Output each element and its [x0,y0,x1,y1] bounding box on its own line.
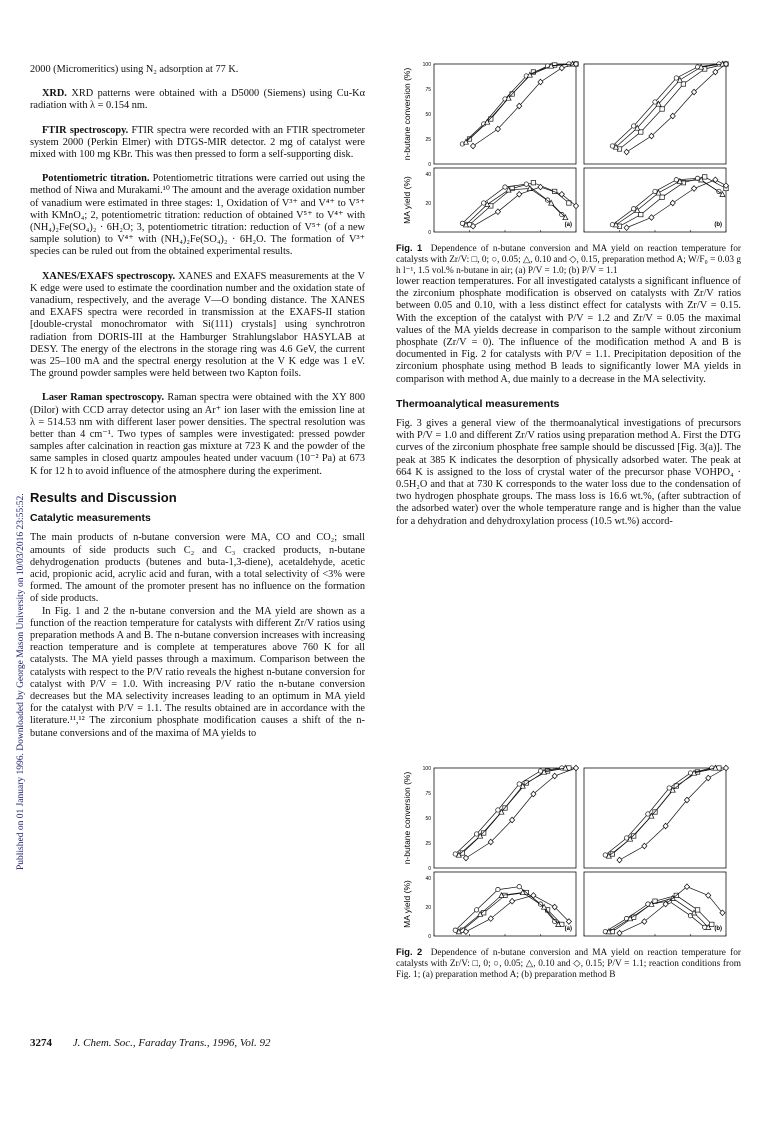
xanes-paragraph [30,271,365,381]
fig1-conversion-frame [584,64,726,164]
fig1-conv-tick-label: 75 [425,87,431,93]
fig2-conversion-point [496,808,500,812]
fig2-conversion-line [609,768,716,856]
fig2-yield-point [531,893,536,899]
fig1-yield-point [639,212,643,216]
fig2-yield-point [517,885,521,889]
fig2-yield-line [459,893,558,932]
fig1-conversion-point [559,65,564,71]
figure-2-label: Fig. 2 [396,947,423,957]
fig2-yield-point [453,928,457,932]
fig1-yield-point [517,192,522,198]
fig1-panel-label: (a) [564,222,572,228]
potentiometric-paragraph [30,173,365,258]
raman-paragraph [30,392,365,477]
fig2-conversion-line [459,768,565,855]
left-column [30,64,365,752]
fig1-conversion-point [624,149,629,155]
fig1-conv-tick-label: 25 [425,137,431,143]
fig2-conv-tick-label: 75 [425,791,431,797]
fig2-conversion-line [462,768,569,853]
ftir-heading: FTIR spectroscopy. [42,124,129,136]
fig1-y-conversion-label: n-butane conversion (%) [402,67,412,161]
fig1-conv-tick-label: 100 [422,62,431,68]
fig1-yield-line [466,189,565,225]
fig1-yield-line [612,178,719,224]
fig2-conversion-point [517,782,521,786]
fig2-conversion-line [605,768,712,855]
thermoanalytical-paragraph: Fig. 3 gives a general view of the thermoanalytical investigations of precursors with P/V = 1.0 and different Zr/V ratios using preparation method A. First the DTG curves of the zirconium phosphate free sample should be discussed [Fig. 3(a)]. The peak at 385 K indicates the desorption of physically adsorbed water. The peak at 664 K is assigned to the loss of crystal water of the precursor phase VOHPO₄ · 0.5H₂O and that at 730 K corresponds to the water loss due to the condensation of two hydrogen phosphate groups. The mass loss is 16.6 wt.%, (after subtraction of the adsorbed water) over the whole temperature range and is higher than the value for a dehydration and dehydroxylation process (10.5 wt.%) accord- [396,418,741,527]
fig1-yield-point [503,185,507,189]
fig1-yield-tick-label: 0 [428,230,431,236]
figure-1-label: Fig. 1 [396,243,423,253]
fig2-panel-label: (b) [714,926,722,932]
fig2-conversion-line [620,768,727,860]
fig1-conv-tick-label: 50 [425,112,431,118]
fig2-conversion-point [482,831,486,835]
fig2-conversion-point [646,812,650,816]
download-watermark [4,150,26,870]
fig1-yield-line [616,180,723,225]
fig1-conversion-point [653,100,657,104]
fig2-yield-point [710,922,714,926]
journal-citation: J. Chem. Soc., Faraday Trans., 1996, Vol. 92 [72,1037,271,1049]
raman-heading: Laser Raman spectroscopy. [42,392,165,404]
fig1-conversion-line [462,64,569,144]
catalytic-paragraph-1: The main products of n-butane conversion were MA, CO and CO₂; small amounts of side products such C₂ and C₃ cracked products, n-butane dehydrogenation products (butenes and buta-1,3-diene), acetaldehyde, acetic acid, propionic acid, acrylic acid and furan, with a total selectivity of <3% were formed. The amount of the promoter present has no influence on the formation of side products. [30,532,365,605]
raman-text: Raman spectra were obtained with the XY 800 (Dilor) with CCD array detector using an Ar⁺ ion laser with the emission line at λ = 514.53 nm with different laser power densities. The spectral resolution was better than 4 cm⁻¹. Two types of samples were investigated: pressed powder samples after calcination in reaction gas mixture at 723 K and the powder of the same samples in closed quartz ampoules heated under vacuum (10⁻² Pa) at 673 K for 12 h to avoid influence of the atmosphere during the experiment. [30,392,365,477]
right-column [396,276,741,540]
figure-1 [396,56,741,276]
xrd-text: XRD patterns were obtained with a D5000 (Siemens) using Cu-Kα radiation with λ = 0.154 nm. [30,88,365,112]
fig1-yield-point [495,209,500,215]
figure-2-caption-text: Dependence of n-butane conversion and MA yield on reaction temperature for catalysts with Zr/V: □, 0; ○, 0.05; △, 0.10 and ◇, 0.15; P/V = 1.1; reaction conditions from Fig. 1; (a) preparation method A; (b) preparation method B [396,948,742,980]
fig2-conversion-point [617,857,622,863]
fig2-panel-label: (a) [564,926,572,932]
download-watermark-text: Published on 01 January 1996. Downloaded by George Mason University on 10/03/2016 23:55:52. [16,493,26,870]
fig2-conversion-point [474,832,478,836]
fig2-yield-tick-label: 20 [425,905,431,911]
fig2-conversion-line [455,768,562,854]
fig2-conv-tick-label: 50 [425,816,431,822]
fig1-yield-point [691,186,696,192]
fig1-conv-tick-label: 0 [428,162,431,168]
continued-paragraph: lower reaction temperatures. For all investigated catalysts a significant influence of the zirconium phosphate modification is observed on catalysts with Zr/V ratios between 0.05 and 0.10, with a less distinct effect for catalysts with Zr/V = 0.15. With the exception of the catalyst with P/V = 1.2 and Zr/V = 0.05 the maximal values of the MA yields decrease in comparison to the sample without zirconium phosphate (Zr/V = 0). The influence of the modification method A and B is documented in Fig. 2 for catalysts with P/V = 1.1. Precipitation deposition of the zirconium phosphate using method B leads to significantly lower MA yields in comparison with method A, due mainly to a decrease in the MA selectivity. [396,276,741,385]
xanes-heading: XANES/EXAFS spectroscopy. [42,270,176,282]
fig2-conv-tick-label: 25 [425,841,431,847]
fig1-yield-point [524,182,528,186]
potentiometric-text: Potentiometric titrations were carried out using the method of Niwa and Murakami.¹⁰ The amount and the average oxidation number of vanadium were estimated in three stages: 1, Oxidation of V³⁺ and V⁴⁺ to V⁵⁺ with KMnO₄; 2, potentiometric titration: reduction of obtained V⁵⁺ to V⁴⁺ with (NH₄)₂Fe(SO₄)₂ · 6H₂O; 3, potentiometric titration: reduction of V⁵⁺ (of a new sample solution) to V⁴⁺ with (NH₄)₂Fe(SO₄)₂ · 6H₂O. The formation of V³⁺ species can be ruled out from the obtained experimental results. [30,173,366,258]
fig1-yield-point [674,178,678,182]
fig1-yield-point [531,181,535,185]
potentiometric-heading: Potentiometric titration. [42,173,150,185]
catalytic-heading: Catalytic measurements [30,512,151,525]
fig1-yield-point [624,225,629,231]
fig1-yield-point [670,200,675,206]
fig2-yield-point [642,919,647,925]
figure-1-caption-text: Dependence of n-butane conversion and MA yield on reaction temperature for catalysts with Zr/V: □, 0; ○, 0.05; △, 0.10 and ◇, 0.15, preparation method A; W/F₀ = 0.03 g h l⁻¹, 1.5 vol.% n-butane in air; (a) P/V = 1.0; (b) P/V = 1.1 [396,244,742,276]
fig2-yield-point [684,884,689,890]
fig1-conversion-point [660,107,664,111]
ftir-paragraph [30,125,365,162]
fig1-conversion-frame [434,64,576,164]
xanes-text: XANES and EXAFS measurements at the V K edge were used to estimate the coordination number and the oxidation state of vanadium, respectively, and the average V—O bonding distance. The XANES and EXAFS spectra were recorded in transmission at the EXAFS-II station [double-crystal monochromator with Si(111) crystals] using synchrotron radiation from DORIS-III at the Hamburger Strahlungslabor HASYLAB at DESY. The energy of the electrons in the storage ring was 4.6 GeV, the current was 25–100 mA and the spectral energy resolution at the V K edge was 1 eV. The ground powder samples were held between two Kapton foils. [30,270,365,380]
fig1-yield-point [573,203,578,209]
figure-2-chart [396,760,741,940]
fig1-yield-tick-label: 40 [425,172,431,178]
fig2-yield-point [695,908,699,912]
fig2-conv-tick-label: 0 [428,866,431,872]
xrd-paragraph [30,88,365,112]
catalytic-paragraph-2: In Fig. 1 and 2 the n-butane conversion and the MA yield are shown as a function of the reaction temperature for catalysts with different Zr/V ratios using preparation methods A and B. The n-butane conversion increases with increasing reaction temperature and is complete at temperatures above 760 K for all catalysts. The MA yield passes through a maximum. Comparison between the catalysts with respect to the P/V ratio reveals the highest n-butane conversion for catalyst with P/V = 1.0. With increasing P/V ratio the n-butane conversion decreases but the MA selectivity increases leading to an optimum in MA yield for the catalyst with P/V = 1.1. The results obtained are in accordance with the literature.¹¹,¹² The zirconium phosphate modification causes a shift of the n-butane conversions and of the maxima of MA yields to [30,605,365,739]
fig1-yield-tick-label: 20 [425,201,431,207]
fig2-conversion-point [667,786,671,790]
fig1-yield-point [559,192,564,198]
fig1-y-yield-label: MA yield (%) [402,176,412,224]
fig2-y-conversion-label: n-butane conversion (%) [402,771,412,865]
fig2-conversion-point [723,765,728,771]
figure-1-chart [396,56,741,236]
fig1-yield-point [649,215,654,221]
figure-1-caption [396,243,741,276]
fig1-conversion-point [674,76,678,80]
fig2-conv-tick-label: 100 [422,766,431,772]
page-number: 3274 [30,1037,52,1049]
fig2-yield-point [617,930,622,936]
fig2-yield-point [510,898,515,904]
page-footer [30,1037,270,1049]
fig1-yield-point [653,189,657,193]
fig1-yield-point [560,212,564,216]
fig2-yield-point [496,887,500,891]
fig1-conversion-point [470,143,475,149]
fig1-yield-point [703,175,707,179]
fig1-yield-point [660,195,664,199]
fig2-conversion-point [573,765,578,771]
ftir-text: FTIR spectra were recorded with an FTIR spectrometer system 2000 (Perkin Elmer) with DTGS-MIR detector. 2 mg of catalyst were mixed with 100 mg KBr. This was then pressed to form a self-supporting disk. [30,124,365,161]
figure-2 [396,760,741,980]
fig2-conversion-line [466,768,576,858]
results-heading: Results and Discussion [30,489,177,505]
fig2-conversion-point [463,855,468,861]
fig2-conversion-point [632,834,636,838]
figure-2-caption [396,947,741,980]
fig1-yield-point [482,201,486,205]
fig2-yield-point [474,908,478,912]
fig1-conversion-line [616,64,723,147]
thermoanalytical-heading: Thermoanalytical measurements [396,397,560,410]
fig1-yield-frame [434,168,576,232]
fig1-yield-point [632,207,636,211]
fig2-y-yield-label: MA yield (%) [402,880,412,928]
fig1-conversion-point [632,124,636,128]
xrd-heading: XRD. [42,88,67,100]
fig1-panel-label: (b) [714,222,722,228]
fig1-yield-point [460,221,464,225]
intro-line: 2000 (Micromeritics) using N₂ adsorption at 77 K. [30,64,239,75]
fig2-yield-tick-label: 40 [425,876,431,882]
fig2-yield-tick-label: 0 [428,934,431,940]
fig2-yield-point [488,916,493,922]
